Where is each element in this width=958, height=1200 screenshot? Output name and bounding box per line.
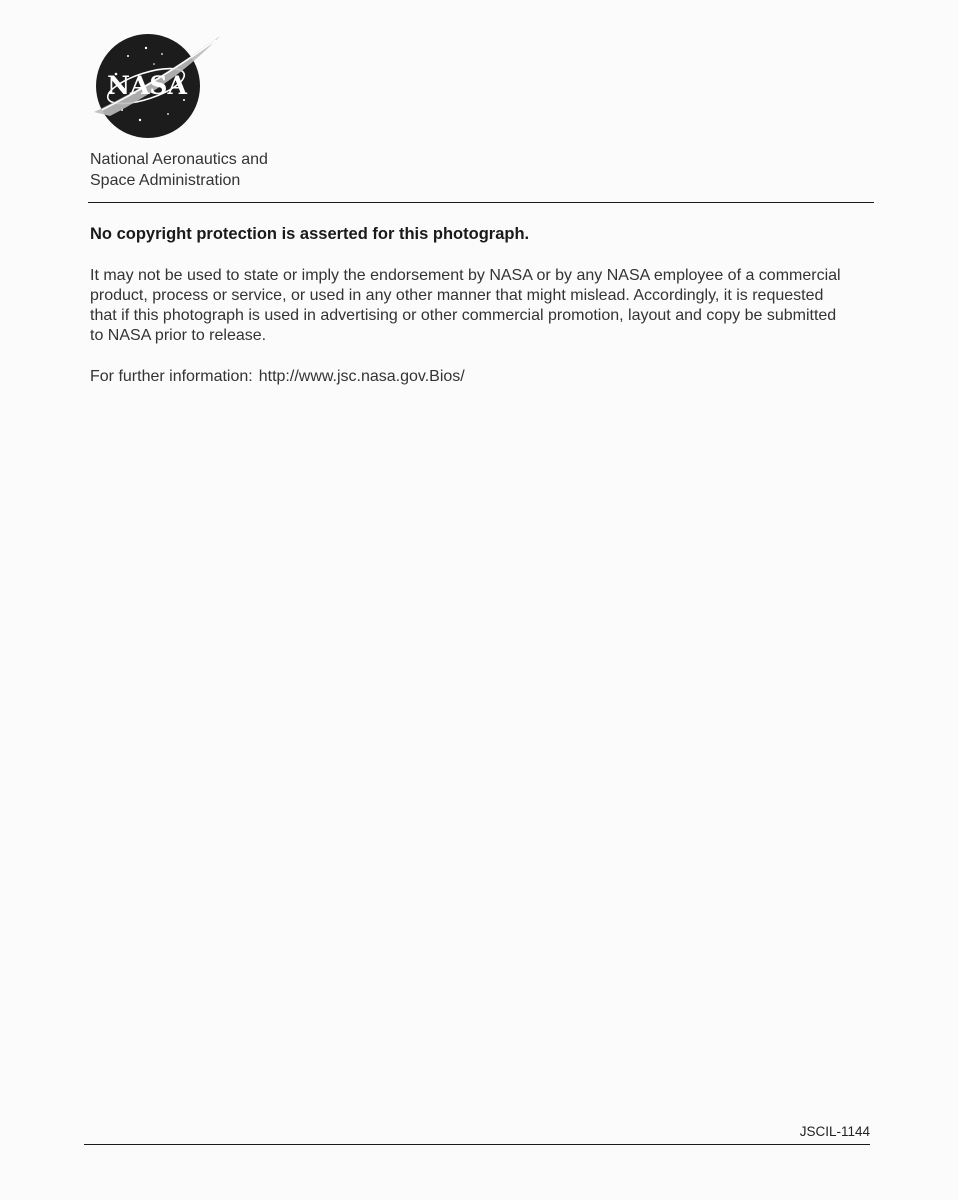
agency-name-line-1: National Aeronautics and — [90, 151, 268, 168]
header-divider — [88, 202, 874, 203]
agency-name — [90, 149, 268, 191]
further-information — [90, 367, 465, 387]
further-information-url: http://www.jsc.nasa.gov.Bios/ — [258, 368, 465, 385]
notice-line-4: to NASA prior to release. — [90, 327, 267, 344]
notice-paragraph — [90, 266, 870, 346]
notice-line-2: product, process or service, or used in any other manner that might mislead. Accordingly, it is requested — [90, 287, 824, 304]
nasa-meatball-icon — [88, 34, 222, 140]
notice-heading: No copyright protection is asserted for this photograph. — [90, 225, 530, 243]
notice-line-1: It may not be used to state or imply the endorsement by NASA or by any NASA employee of a commercial — [90, 267, 841, 284]
document-code: JSCIL-1144 — [799, 1124, 870, 1139]
further-information-label: For further information: — [90, 368, 253, 385]
notice-line-3: that if this photograph is used in advertising or other commercial promotion, layout and copy be submitted — [90, 307, 837, 324]
agency-name-line-2: Space Administration — [90, 172, 241, 189]
footer-divider — [84, 1144, 870, 1145]
logo-text: NASA — [107, 71, 187, 100]
